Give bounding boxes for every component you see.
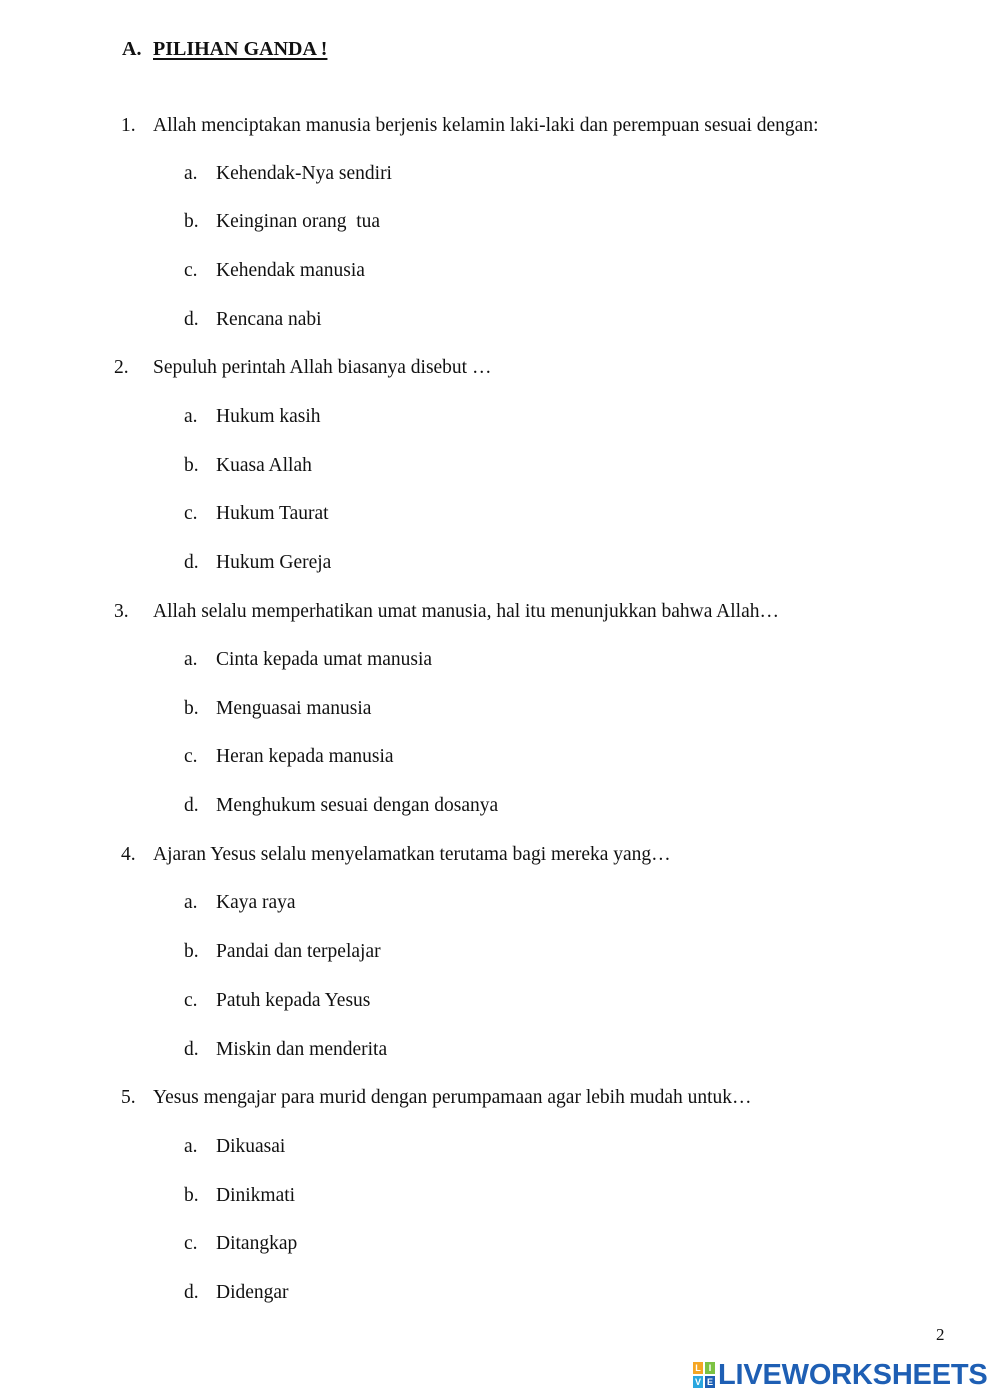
section-letter: A. [122,38,142,60]
option-text: Rencana nabi [216,309,322,330]
option-letter: a. [184,649,198,670]
option-text: Menguasai manusia [216,698,372,719]
question-number: 5. [121,1087,136,1108]
option-letter: d. [184,1039,199,1060]
option-text: Ditangkap [216,1233,298,1254]
option-1c[interactable] [184,258,365,284]
option-letter: b. [184,211,199,232]
question-1 [0,113,1000,217]
option-letter: d. [184,1282,199,1303]
mark-letter-e: E [706,1377,713,1387]
option-text: Dinikmati [216,1185,296,1206]
option-1a[interactable] [184,161,392,187]
option-letter: b. [184,1185,199,1206]
option-text: Hukum Taurat [216,503,329,524]
question-4 [0,842,1000,946]
option-3b[interactable] [184,696,371,722]
option-letter: a. [184,1136,198,1157]
option-text: Hukum kasih [216,406,321,427]
option-text: Pandai dan terpelajar [216,941,381,962]
option-text: Kaya raya [216,892,296,913]
option-3d[interactable] [184,793,498,819]
option-letter: b. [184,941,199,962]
option-letter: a. [184,406,198,427]
liveworksheets-mark-icon [693,1362,715,1388]
option-letter: b. [184,698,199,719]
mark-letter-l: L [693,1362,703,1374]
option-3a[interactable] [184,647,432,673]
option-letter: b. [184,455,199,476]
option-letter: d. [184,552,199,573]
page-number: 2 [936,1325,945,1344]
option-text: Cinta kepada umat manusia [216,649,433,670]
option-letter: d. [184,795,199,816]
option-2a[interactable] [184,404,321,430]
option-text: Dikuasai [216,1136,286,1157]
option-letter: c. [184,260,198,281]
option-letter: c. [184,1233,198,1254]
option-letter: c. [184,990,198,1011]
option-text: Heran kepada manusia [216,746,394,767]
option-letter: c. [184,503,198,524]
liveworksheets-logo[interactable] [693,1358,988,1391]
option-1d[interactable] [184,307,322,333]
option-text: Patuh kepada Yesus [216,990,371,1011]
question-number: 3. [114,601,129,622]
option-2c[interactable] [184,501,329,527]
option-5b[interactable] [184,1183,295,1209]
question-number: 4. [121,844,136,865]
option-4a[interactable] [184,890,296,916]
option-5c[interactable] [184,1231,297,1257]
question-text: Ajaran Yesus selalu menyelamatkan terutama bagi mereka yang… [153,844,671,865]
option-text: Menghukum sesuai dengan dosanya [216,795,499,816]
option-4b[interactable] [184,939,381,965]
mark-letter-i: I [705,1362,715,1374]
option-letter: d. [184,309,199,330]
question-text: Sepuluh perintah Allah biasanya disebut … [153,357,492,378]
option-4c[interactable] [184,988,370,1014]
mark-letter-v: V [694,1377,701,1387]
option-5d[interactable] [184,1280,289,1306]
question-number: 2. [114,357,129,378]
liveworksheets-wordmark: LIVEWORKSHEETS [718,1358,988,1391]
option-2d[interactable] [184,550,331,576]
option-4d[interactable] [184,1037,387,1063]
option-text: Kuasa Allah [216,455,312,476]
question-text: Allah selalu memperhatikan umat manusia, hal itu menunjukkan bahwa Allah… [153,601,780,622]
option-letter: c. [184,746,198,767]
question-2 [0,355,1000,459]
question-text: Allah menciptakan manusia berjenis kelamin laki-laki dan perempuan sesuai dengan: [153,115,819,136]
option-letter: a. [184,892,198,913]
option-3c[interactable] [184,744,394,770]
question-text: Yesus mengajar para murid dengan perumpamaan agar lebih mudah untuk… [153,1087,752,1108]
option-2b[interactable] [184,453,312,479]
option-text: Kehendak manusia [216,260,365,281]
option-text: Miskin dan menderita [216,1039,388,1060]
option-text: Keinginan orang tua [216,211,381,232]
option-text: Hukum Gereja [216,552,332,573]
option-letter: a. [184,163,198,184]
option-text: Didengar [216,1282,289,1303]
question-3 [0,599,1000,703]
option-1b[interactable] [184,209,380,235]
section-title [122,38,327,61]
section-heading: PILIHAN GANDA ! [153,38,328,60]
option-text: Kehendak-Nya sendiri [216,163,392,184]
option-5a[interactable] [184,1134,285,1160]
question-number: 1. [121,115,136,136]
question-5 [0,1085,1000,1189]
